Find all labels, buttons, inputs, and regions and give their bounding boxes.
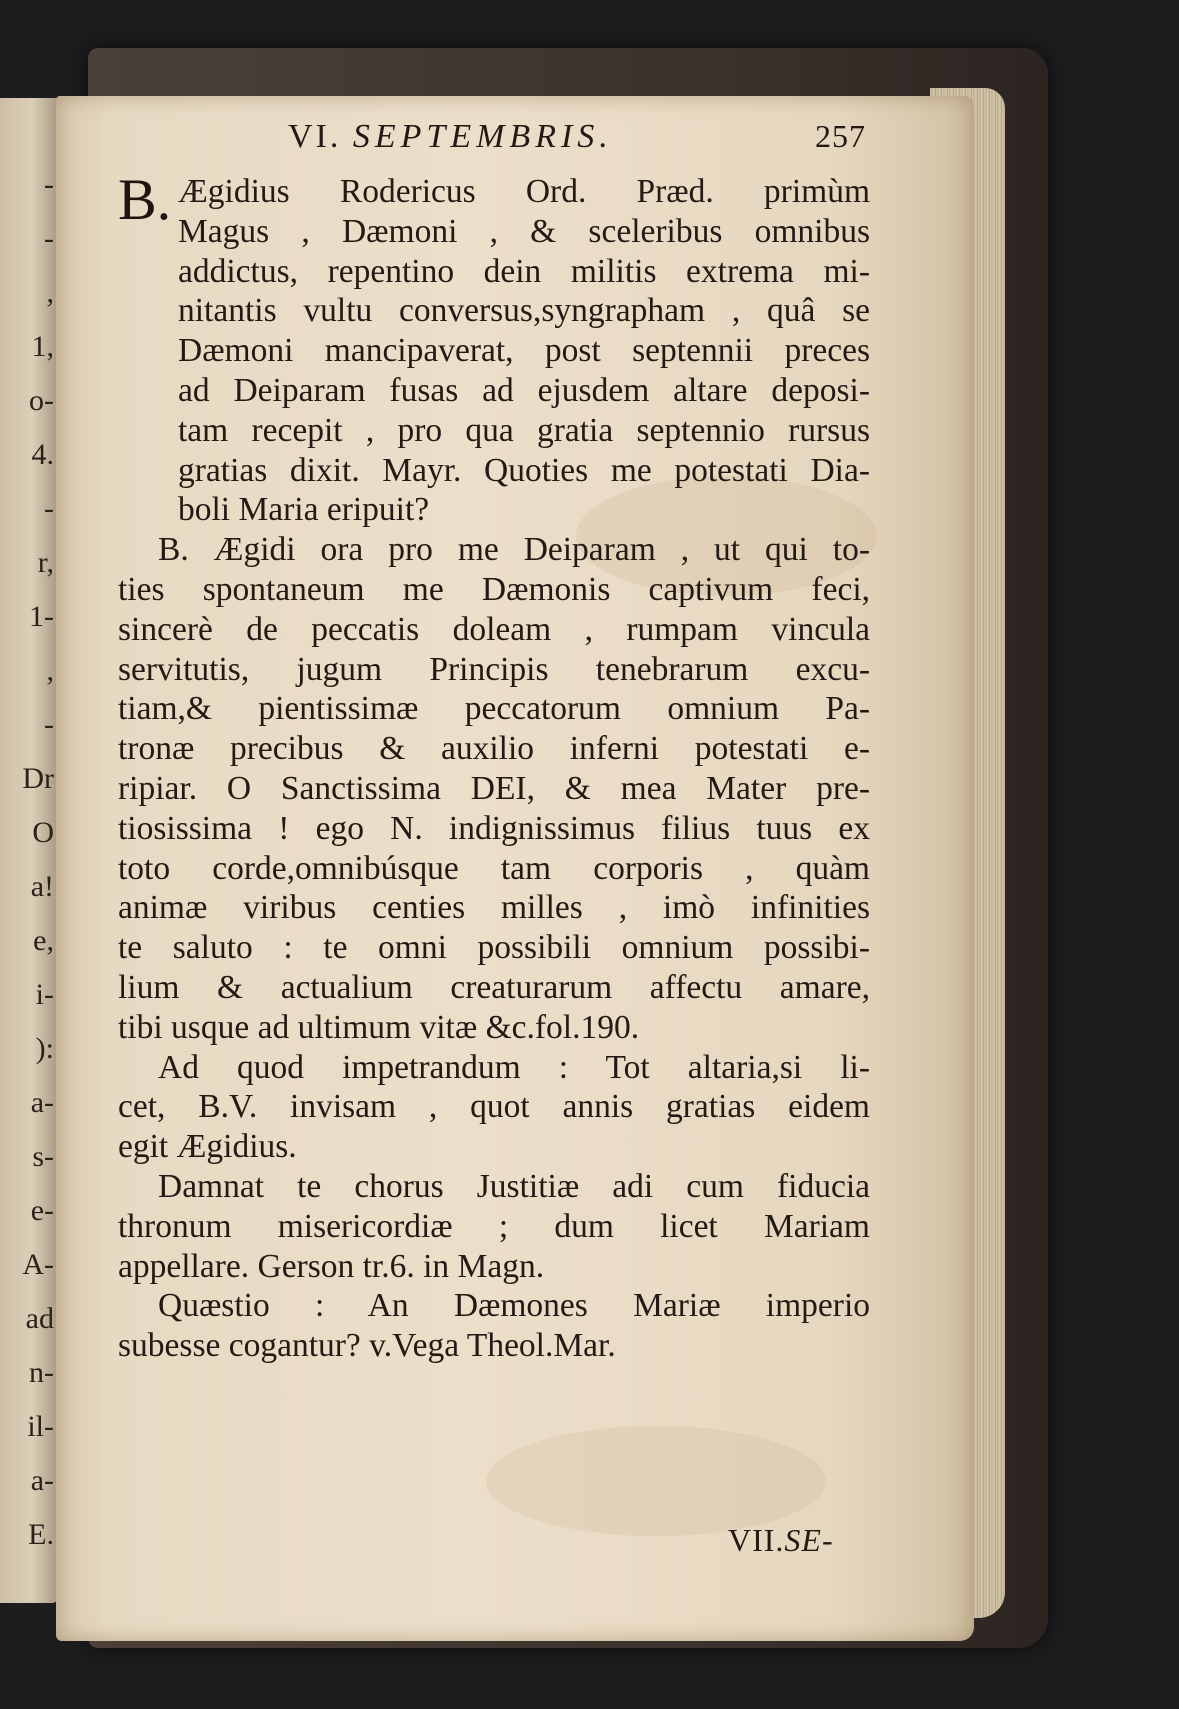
text-line: B. Ægidi ora pro me Deiparam , ut qui to- <box>158 531 870 569</box>
left-margin-fragment: s- <box>32 1140 54 1173</box>
left-margin-fragment: a- <box>30 1464 54 1497</box>
text-line: servitutis, jugum Principis tenebrarum excu- <box>118 650 870 688</box>
page-stain <box>486 1426 826 1536</box>
left-margin-fragment: 1, <box>31 330 54 363</box>
running-head-title <box>288 118 613 156</box>
text-line: lium & actualium creaturarum affectu amare, <box>118 968 870 1006</box>
running-head-roman: VI. <box>288 118 342 155</box>
paragraph-p3 <box>118 1048 870 1167</box>
text-line: tam recepit , pro qua gratia septennio rursus <box>178 411 870 449</box>
text-line: boli Maria eripuit? <box>178 491 430 529</box>
paragraph-p2 <box>118 530 870 1047</box>
text-line: Ægidius Rodericus Ord. Præd. primùm <box>178 173 870 210</box>
catchword-italic: SE- <box>784 1522 834 1558</box>
catchword-roman: VII. <box>728 1522 785 1558</box>
left-margin-fragment: i- <box>35 978 54 1011</box>
text-line: cet, B.V. invisam , quot annis gratias eidem <box>118 1088 870 1126</box>
left-facing-page <box>0 98 58 1603</box>
text-line: tibi usque ad ultimum vitæ &c.fol.190. <box>118 1008 640 1046</box>
left-margin-fragment: o- <box>29 384 54 417</box>
text-line: Quæstio : An Dæmones Mariæ imperio <box>158 1287 870 1325</box>
left-margin-fragment: a! <box>30 870 54 903</box>
page-number: 257 <box>815 118 866 154</box>
drop-capital: B. <box>118 167 172 232</box>
text-line: Ad quod impetrandum : Tot altaria,si li- <box>158 1048 870 1086</box>
left-margin-fragment: e- <box>30 1194 54 1227</box>
text-line: Magus , Dæmoni , & sceleribus omnibus <box>178 212 870 250</box>
left-margin-fragment: , <box>46 654 54 687</box>
text-line: toto corde,omnibúsque tam corporis , quàm <box>118 849 870 887</box>
running-head <box>118 118 870 162</box>
left-margin-fragment: - <box>44 492 54 525</box>
left-margin-fragment: a- <box>30 1086 54 1119</box>
text-line: ripiar. O Sanctissima DEI, & mea Mater pre- <box>118 769 870 807</box>
text-line: thronum misericordiæ ; dum licet Mariam <box>118 1207 870 1245</box>
paragraph-p1 <box>118 167 870 530</box>
body-text <box>118 167 870 1366</box>
text-line: tiosissima ! ego N. indignissimus filius tuus ex <box>118 809 870 847</box>
text-line: subesse cogantur? v.Vega Theol.Mar. <box>118 1327 616 1365</box>
text-line: tronæ precibus & auxilio inferni potestati e- <box>118 730 870 768</box>
left-margin-fragment: ): <box>35 1032 54 1065</box>
left-margin-fragment: e, <box>33 924 54 957</box>
left-margin-fragment: il- <box>27 1410 54 1443</box>
text-line: ad Deiparam fusas ad ejusdem altare deposi- <box>178 371 870 409</box>
text-line: tiam,& pientissimæ peccatorum omnium Pa- <box>118 690 870 728</box>
left-margin-fragment: - <box>44 708 54 741</box>
text-line: animæ viribus centies milles , imò infinities <box>118 889 870 927</box>
paragraph-p4 <box>118 1167 870 1286</box>
left-margin-fragment: ad <box>25 1302 54 1335</box>
text-line: Dæmoni mancipaverat, post septennii preces <box>178 332 870 370</box>
text-line: appellare. Gerson tr.6. in Magn. <box>118 1247 545 1285</box>
left-margin-fragment: O <box>32 816 54 849</box>
paragraph-p5 <box>118 1286 870 1366</box>
left-margin-fragment: Dr <box>22 762 54 795</box>
text-line: nitantis vultu conversus,syngrapham , quâ se <box>178 292 870 330</box>
text-line: addictus, repentino dein militis extrema mi- <box>178 252 870 290</box>
left-margin-fragment: r, <box>37 546 54 579</box>
text-line: Damnat te chorus Justitiæ adi cum fiducia <box>158 1167 870 1205</box>
left-margin-fragment: E. <box>28 1518 54 1551</box>
left-margin-fragment: 1- <box>29 600 54 633</box>
left-margin-fragment: 4. <box>31 438 54 471</box>
left-margin-fragment: n- <box>29 1356 54 1389</box>
running-head-italic: SEPTEMBRIS. <box>352 118 613 155</box>
text-line: gratias dixit. Mayr. Quoties me potestati Dia- <box>178 451 870 489</box>
left-margin-fragment: A- <box>22 1248 54 1281</box>
page-text <box>118 118 870 1366</box>
left-margin-fragment: - <box>44 168 54 201</box>
text-line: sincerè de peccatis doleam , rumpam vincula <box>118 610 870 648</box>
catchword <box>728 1522 834 1559</box>
text-line: ties spontaneum me Dæmonis captivum feci, <box>118 570 870 608</box>
left-margin-fragment: , <box>46 276 54 309</box>
left-margin-fragment: - <box>44 222 54 255</box>
text-line: egit Ægidius. <box>118 1128 297 1166</box>
text-line: te saluto : te omni possibili omnium possibi- <box>118 929 870 967</box>
